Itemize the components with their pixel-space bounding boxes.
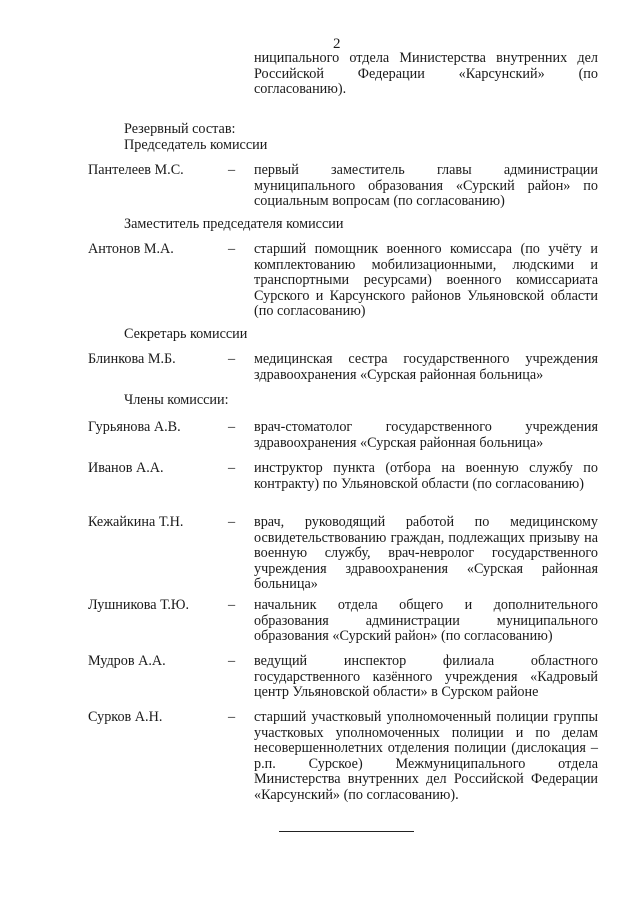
member-name: Сурков А.Н. bbox=[88, 709, 163, 725]
member-name: Кежайкина Т.Н. bbox=[88, 514, 184, 530]
member-position: старший участковый уполномоченный полиции группы участковых уполномоченных полиции и по делам несовершеннолетних отделения полиции (дислокация – р.п. Сурское) Межмуниципального отдела Министерства внутренних дел Российской Федерации «Карсунский» (по согласованию). bbox=[254, 709, 598, 803]
deputy-name: Антонов М.А. bbox=[88, 241, 174, 257]
secretary-position: медицинская сестра государственного учреждения здравоохранения «Сурская районная больница» bbox=[254, 351, 598, 383]
secretary-label: Секретарь комиссии bbox=[124, 326, 248, 342]
chair-position: первый заместитель главы администрации муниципального образования «Сурский район» по социальным вопросам (по согласованию) bbox=[254, 162, 598, 210]
member-name: Мудров А.А. bbox=[88, 653, 166, 669]
member-dash: – bbox=[228, 514, 236, 530]
member-position: начальник отдела общего и дополнительного образования администрации муниципального образования «Сурский район» (по согласованию) bbox=[254, 597, 598, 645]
deputy-label: Заместитель председателя комиссии bbox=[124, 216, 344, 232]
page-number: 2 bbox=[333, 36, 341, 52]
member-name: Лушникова Т.Ю. bbox=[88, 597, 190, 613]
members-label: Члены комиссии: bbox=[124, 392, 229, 408]
footer-divider bbox=[279, 831, 414, 832]
member-position: врач, руководящий работой по медицинскому освидетельствованию граждан, подлежащих призыву на военную службу, врач-невролог государственного учреждения здравоохранения «Сурская районная больница» bbox=[254, 514, 598, 593]
continuation-text: ниципального отдела Министерства внутренних дел Российской Федерации «Карсунский» (по согласованию). bbox=[254, 50, 598, 98]
member-dash: – bbox=[228, 653, 236, 669]
member-dash: – bbox=[228, 419, 236, 435]
member-position: ведущий инспектор филиала областного государственного казённого учреждения «Кадровый центр Ульяновской области» в Сурском районе bbox=[254, 653, 598, 701]
chair-dash: – bbox=[228, 162, 236, 178]
member-dash: – bbox=[228, 597, 236, 613]
secretary-name: Блинкова М.Б. bbox=[88, 351, 176, 367]
deputy-dash: – bbox=[228, 241, 236, 257]
deputy-position: старший помощник военного комиссара (по учёту и комплектованию мобилизационными, людскими и транспортными ресурсами) военного комиссариата Сурского и Карсунского районов Ульяновской области (по согласованию) bbox=[254, 241, 598, 320]
member-dash: – bbox=[228, 460, 236, 476]
member-position: врач-стоматолог государственного учреждения здравоохранения «Сурская районная больница» bbox=[254, 419, 598, 451]
chair-name: Пантелеев М.С. bbox=[88, 162, 184, 178]
secretary-dash: – bbox=[228, 351, 236, 367]
member-name: Иванов А.А. bbox=[88, 460, 164, 476]
chair-label: Председатель комиссии bbox=[124, 137, 268, 153]
member-position: инструктор пункта (отбора на военную службу по контракту) по Ульяновской области (по согласованию) bbox=[254, 460, 598, 492]
reserve-heading: Резервный состав: bbox=[124, 121, 236, 137]
member-name: Гурьянова А.В. bbox=[88, 419, 181, 435]
member-dash: – bbox=[228, 709, 236, 725]
